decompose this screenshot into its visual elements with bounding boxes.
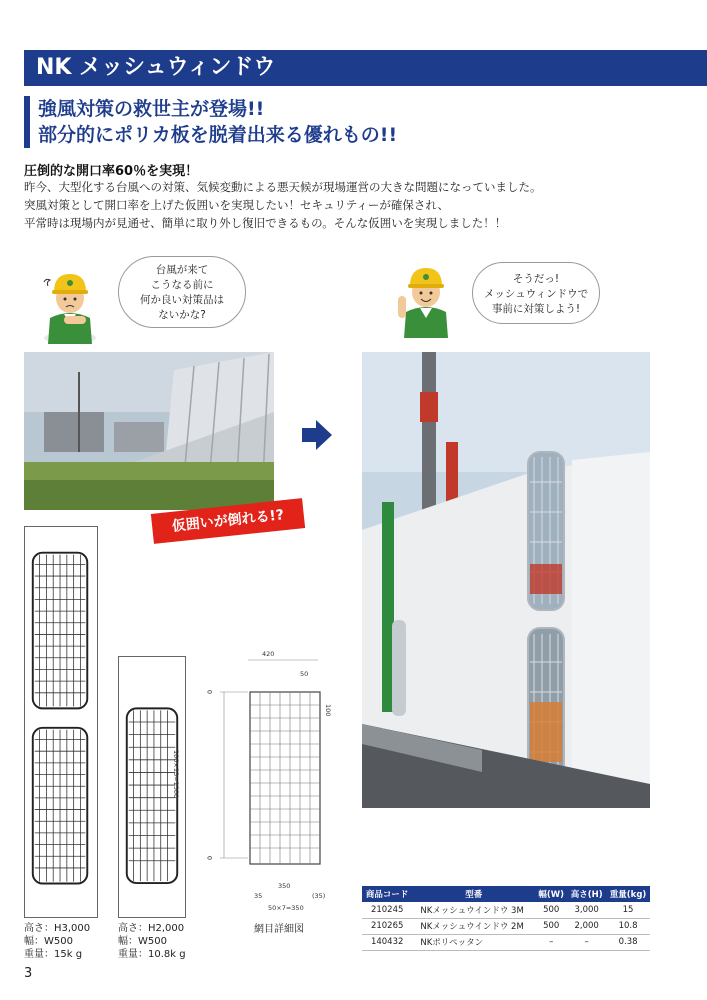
cell-code: 210245: [362, 902, 412, 918]
spec-height: 高さ：H2,000: [118, 923, 185, 934]
mesh-detail-caption: 網目詳細図: [254, 924, 304, 935]
arrow-right-icon: [302, 420, 332, 450]
cell-weight: 10.8: [606, 918, 650, 934]
col-header-code: 商品コード: [362, 886, 412, 902]
bubble-line: メッシュウィンドウで: [483, 288, 589, 300]
bubble-line: 事前に対策しよう!: [491, 303, 581, 315]
dim-label: 350: [278, 882, 291, 890]
panel-3m-spec: [24, 922, 90, 961]
fallen-fence-photo: [24, 352, 274, 510]
cell-code: 140432: [362, 934, 412, 950]
headline-accent-bar: [24, 96, 30, 148]
intro-body: [24, 178, 694, 232]
col-header-height: 高さ(H): [567, 886, 606, 902]
page-title: NK メッシュウィンドウ: [24, 50, 707, 86]
intro-line: 突風対策として開口率を上げた仮囲いを実現したい！セキュリティーが確保され、: [24, 198, 450, 212]
product-spec-table: [362, 886, 650, 951]
dim-label: 100×13=1300: [172, 750, 180, 799]
headline-line-1: 強風対策の救世主が登場!!: [38, 98, 265, 120]
cell-width: 500: [535, 918, 567, 934]
col-header-weight: 重量(kg): [606, 886, 650, 902]
spec-weight: 重量：15k g: [24, 949, 83, 960]
intro-subhead: 圧倒的な開口率60％を実現！: [24, 164, 199, 179]
headline-block: [24, 96, 484, 148]
spec-width: 幅：W500: [24, 936, 73, 947]
spec-height: 高さ：H3,000: [24, 923, 91, 934]
cell-height: –: [567, 934, 606, 950]
speech-bubble-left: [118, 256, 246, 328]
bubble-line: こうなる前に: [150, 279, 214, 291]
table-header-row: [362, 886, 650, 902]
cell-width: 500: [535, 902, 567, 918]
intro-line: 昨今、大型化する台風への対策、気候変動による悪天候が現場運営の大きな問題になっていました。: [24, 180, 542, 194]
bubble-line: ないかな?: [158, 309, 206, 321]
worker-thinking-illustration: [40, 262, 100, 344]
cell-weight: 15: [606, 902, 650, 918]
col-header-model: 型番: [412, 886, 535, 902]
cell-model: NKポリペッタン: [412, 934, 535, 950]
cell-weight: 0.38: [606, 934, 650, 950]
dim-label: 0: [206, 689, 214, 694]
dim-label: 35: [254, 892, 263, 900]
headline: [38, 96, 397, 148]
dim-label: 50×7=350: [268, 904, 304, 912]
cell-height: 2,000: [567, 918, 606, 934]
cell-width: –: [535, 934, 567, 950]
intro-line: 平常時は現場内が見通せ、簡単に取り外し復旧できるもの。そんな仮囲いを実現しました！！: [24, 216, 507, 230]
page-number: 3: [24, 966, 33, 981]
cell-model: NKメッシュウインドウ 3M: [412, 902, 535, 918]
dim-label: 0: [206, 855, 214, 860]
mesh-window-3m-drawing: [24, 526, 98, 918]
col-header-width: 幅(W): [535, 886, 567, 902]
dim-label: 100: [324, 704, 332, 717]
mesh-detail-diagram: [172, 646, 340, 928]
bubble-line: 台風が来て: [155, 264, 209, 276]
table-row: [362, 918, 650, 934]
installed-mesh-window-photo: [362, 352, 650, 808]
cell-model: NKメッシュウインドウ 2M: [412, 918, 535, 934]
cell-code: 210265: [362, 918, 412, 934]
bubble-line: そうだっ!: [512, 273, 560, 285]
headline-line-2: 部分的にポリカ板を脱着出来る優れもの!!: [38, 124, 398, 146]
fence-fall-warning: 仮囲いが倒れる!?: [151, 498, 305, 544]
worker-idea-illustration: [396, 256, 456, 338]
dim-label: 420: [262, 650, 275, 658]
spec-width: 幅：W500: [118, 936, 167, 947]
dim-label: 50: [300, 670, 309, 678]
cell-height: 3,000: [567, 902, 606, 918]
table-row: [362, 934, 650, 950]
speech-bubble-right: [472, 262, 600, 324]
panel-2m-spec: [118, 922, 186, 961]
table-row: [362, 902, 650, 918]
spec-weight: 重量：10.8k g: [118, 949, 186, 960]
dim-label: (35): [312, 892, 326, 900]
bubble-line: 何か良い対策品は: [140, 294, 224, 306]
